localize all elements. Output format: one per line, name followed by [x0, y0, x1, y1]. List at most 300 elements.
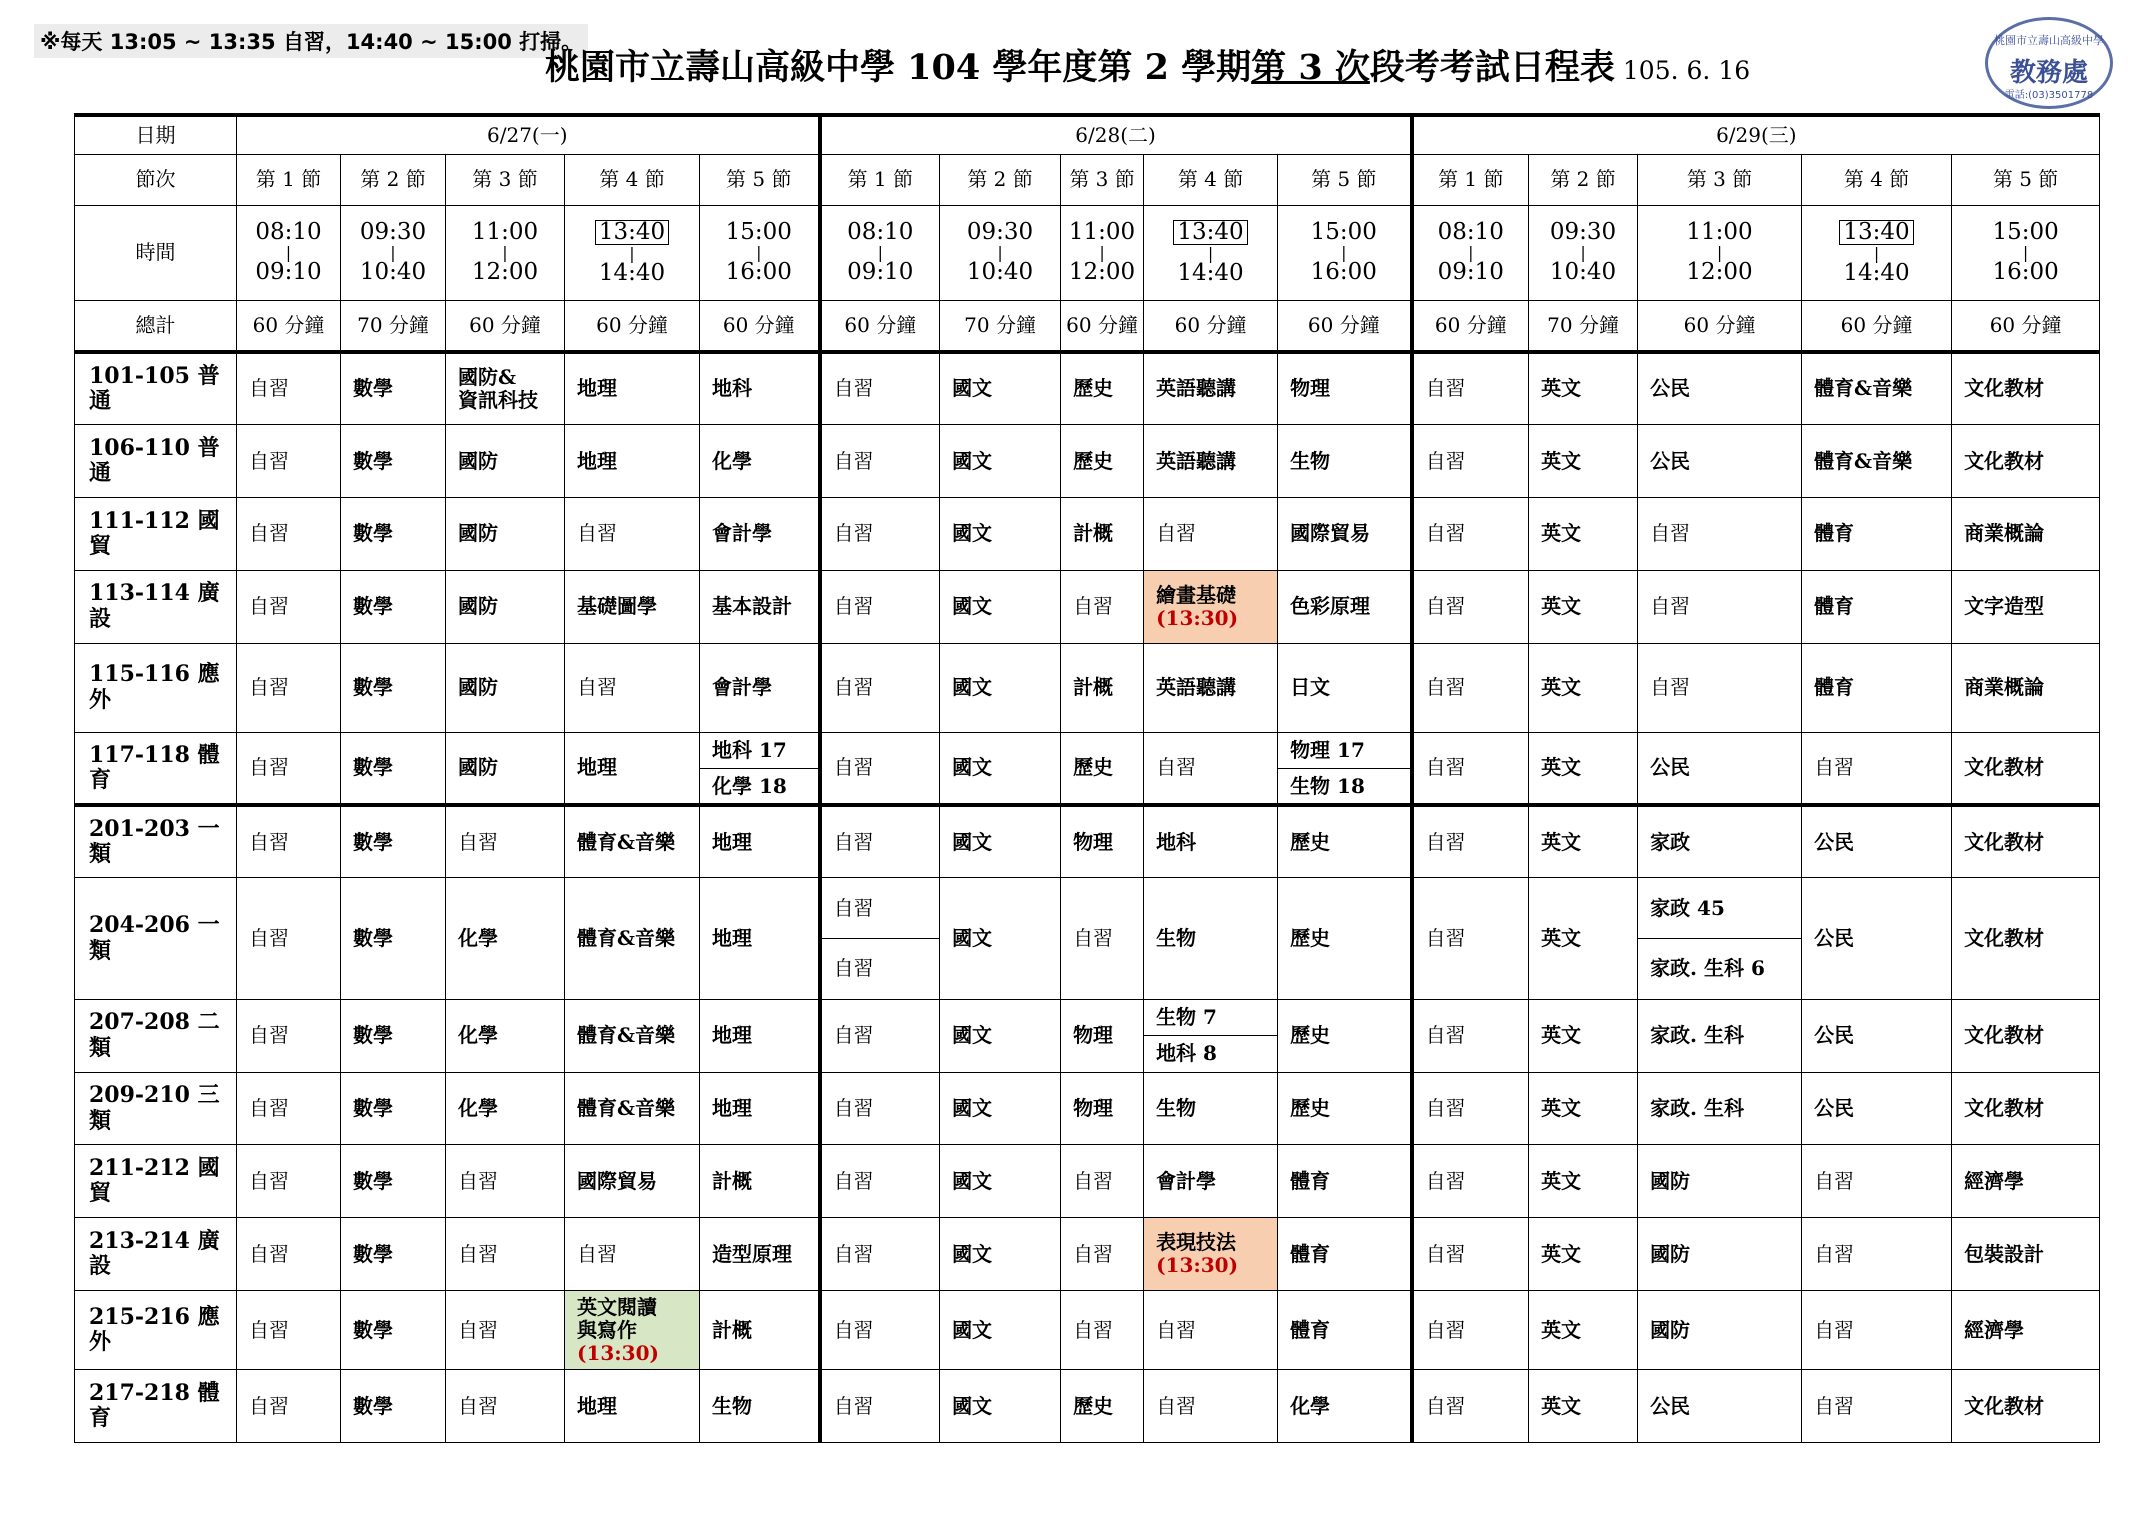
subject-text: 歷史 [1290, 829, 1331, 854]
subject-text: 體育 [1290, 1168, 1331, 1193]
subject-text: 會計學 [1156, 1168, 1217, 1193]
exam-cell [341, 497, 446, 570]
subject-text: 體育&音樂 [577, 1023, 676, 1048]
subject-text: 日文 [1290, 675, 1331, 700]
exam-cell [1638, 352, 1802, 425]
time-start: 11:00 [1068, 218, 1136, 245]
subject-text: 歷史 [1290, 1023, 1331, 1048]
exam-cell [1529, 999, 1638, 1072]
subject-text: 體育 [1814, 521, 1855, 546]
exam-cell [1278, 497, 1412, 570]
subject-text: 家政. 生科 [1650, 1023, 1744, 1048]
subject-text: 化學 [458, 926, 498, 951]
subject-text: 體育&音樂 [577, 829, 676, 854]
subject-text: 化學 [458, 1023, 498, 1048]
exam-cell [1412, 497, 1529, 570]
exam-cell [565, 878, 700, 999]
exam-cell [700, 352, 820, 425]
subject-text: 自習 [1814, 1241, 1855, 1266]
subject-text: 生物 [1156, 1096, 1197, 1120]
subject-text: 資訊科技 [458, 387, 538, 412]
subject-text: 文化教材 [1964, 829, 2045, 854]
subject-text: 自習 [249, 1241, 289, 1266]
subject-text: 公民 [1814, 1023, 1855, 1048]
exam-cell [700, 805, 820, 878]
exam-cell [565, 643, 700, 732]
exam-cell [1802, 643, 1952, 732]
subject-text: 自習 [577, 675, 617, 700]
subject-text: 國文 [952, 926, 993, 951]
time-start: 13:40 [595, 220, 669, 245]
exam-cell [820, 805, 940, 878]
subject-text: 英文閱讀 [577, 1294, 657, 1319]
exam-cell [1144, 878, 1278, 999]
exam-cell [237, 732, 341, 805]
time-separator: | [877, 242, 883, 262]
subject-text: 自習 [577, 1241, 617, 1266]
subject-text: 家政 [1650, 829, 1691, 854]
duration-cell: 60 分鐘 [700, 300, 820, 352]
exam-cell [700, 878, 820, 999]
exam-cell [820, 497, 940, 570]
time-cell [940, 205, 1061, 300]
subject-text: 自習 [1425, 1023, 1466, 1048]
subject-text: 生物 [712, 1393, 752, 1418]
subject-text: 化學 [712, 448, 752, 473]
subject-text: 自習 [1425, 448, 1466, 473]
time-cell [1278, 205, 1412, 300]
subject-text: 歷史 [1073, 376, 1114, 401]
time-cell [1802, 205, 1952, 300]
subject-text: 生物 [1290, 448, 1331, 473]
exam-cell [1144, 1218, 1278, 1291]
subject-text: 國防 [1650, 1317, 1691, 1342]
exam-cell [1529, 805, 1638, 878]
exam-cell [700, 1370, 820, 1443]
subject-text: 歷史 [1073, 448, 1114, 473]
subject-text: 計概 [1073, 675, 1114, 700]
subject-text: 英文 [1541, 448, 1582, 473]
subject-text: 公民 [1650, 1393, 1691, 1418]
exam-cell [1412, 643, 1529, 732]
exam-cell [940, 1370, 1061, 1443]
exam-cell [1952, 1218, 2100, 1291]
time-separator: | [756, 242, 762, 262]
subject-text: 國文 [952, 1393, 993, 1418]
subject-text: 文化教材 [1964, 376, 2045, 401]
time-start: 09:30 [966, 218, 1034, 245]
exam-cell [1952, 1072, 2100, 1145]
time-cell [565, 205, 700, 300]
subject-text: 自習 [833, 1023, 874, 1048]
time-start: 09:30 [1549, 218, 1617, 245]
exam-cell [1061, 878, 1144, 999]
exam-cell-bottom: 自習 [820, 939, 940, 1000]
subject-text: 地理 [712, 1096, 752, 1120]
subject-text: 自習 [1073, 1241, 1114, 1266]
subject-text: 自習 [249, 1023, 289, 1048]
exam-cell [446, 1145, 565, 1218]
subject-text: 自習 [1425, 675, 1466, 700]
exam-cell [341, 643, 446, 732]
period-header: 第 5 節 [1952, 154, 2100, 205]
exam-cell [1529, 425, 1638, 498]
exam-cell [446, 497, 565, 570]
exam-cell [1952, 999, 2100, 1072]
time-cell [1638, 205, 1802, 300]
time-separator: | [1873, 243, 1880, 263]
exam-cell [237, 497, 341, 570]
exam-cell [1802, 425, 1952, 498]
exam-cell [341, 425, 446, 498]
subject-text: 自習 [249, 376, 289, 401]
subject-text: 自習 [833, 448, 874, 473]
exam-cell [1278, 352, 1412, 425]
subject-text: 國防 [458, 448, 498, 473]
exam-cell-top: 家政 45 [1638, 878, 1802, 939]
subject-text: 英文 [1541, 1096, 1582, 1120]
subject-text: 會計學 [712, 521, 772, 546]
duration-cell: 60 分鐘 [1278, 300, 1412, 352]
exam-cell [1144, 497, 1278, 570]
subject-text: 自習 [249, 448, 289, 473]
subject-text: 自習 [249, 594, 289, 619]
exam-cell [1529, 1370, 1638, 1443]
exam-cell [1638, 1072, 1802, 1145]
exam-cell [1529, 570, 1638, 643]
time-cell [237, 205, 341, 300]
exam-cell-bottom: 家政. 生科 6 [1638, 939, 1802, 1000]
exam-cell [1638, 1291, 1802, 1370]
exam-cell [1412, 1370, 1529, 1443]
time-end: 12:00 [1068, 259, 1136, 286]
exam-cell [1061, 805, 1144, 878]
subject-text: 物理 [1073, 1023, 1114, 1048]
time-cell [446, 205, 565, 300]
exam-cell [940, 805, 1061, 878]
time-separator: | [1580, 242, 1586, 262]
time-end: 16:00 [1992, 259, 2059, 286]
subject-text: 地科 [1156, 829, 1197, 854]
exam-cell [1638, 1370, 1802, 1443]
duration-cell: 60 分鐘 [237, 300, 341, 352]
exam-cell [565, 732, 700, 805]
period-header: 第 1 節 [237, 154, 341, 205]
duration-cell: 60 分鐘 [1144, 300, 1278, 352]
subject-text: 家政. 生科 [1650, 1096, 1744, 1120]
subject-text: 造型原理 [712, 1241, 792, 1266]
exam-cell [1802, 1145, 1952, 1218]
subject-text: 文化教材 [1964, 1096, 2045, 1120]
subject-text: 自習 [1425, 755, 1466, 780]
subject-text: 自習 [1156, 1393, 1197, 1418]
subject-text: 自習 [1156, 1317, 1197, 1342]
time-end: 14:40 [598, 260, 666, 287]
class-label: 217-218 體育 [75, 1370, 237, 1443]
exam-cell [1529, 643, 1638, 732]
period-header: 第 3 節 [446, 154, 565, 205]
subject-text: 國防 [1650, 1241, 1691, 1266]
subject-text: 國文 [952, 521, 993, 546]
exam-cell [1802, 352, 1952, 425]
period-header: 第 1 節 [1412, 154, 1529, 205]
exam-cell [446, 878, 565, 999]
exam-cell [1802, 805, 1952, 878]
subject-text: 國際貿易 [577, 1168, 657, 1193]
exam-cell [565, 497, 700, 570]
subject-text: 自習 [249, 755, 289, 780]
time-start: 08:10 [255, 218, 322, 245]
subject-text: 體育&音樂 [1814, 448, 1913, 473]
exam-cell [820, 1145, 940, 1218]
exam-cell [940, 999, 1061, 1072]
subject-text: 自習 [833, 1168, 874, 1193]
class-label: 204-206 一類 [75, 878, 237, 999]
time-end: 12:00 [1686, 259, 1753, 286]
subject-text: 自習 [1814, 1317, 1855, 1342]
subject-text: (13:30) [1156, 605, 1239, 630]
exam-cell-top: 自習 [820, 878, 940, 939]
exam-cell [237, 1145, 341, 1218]
period-header: 第 3 節 [1061, 154, 1144, 205]
exam-cell [1278, 1291, 1412, 1370]
exam-cell [237, 425, 341, 498]
time-separator: | [2022, 242, 2029, 262]
subject-text: 文化教材 [1964, 448, 2045, 473]
period-header: 第 1 節 [820, 154, 940, 205]
subject-text: 自習 [1814, 1168, 1855, 1193]
exam-cell [341, 878, 446, 999]
subject-text: 國文 [952, 1241, 993, 1266]
subject-text: 與寫作 [577, 1317, 637, 1342]
time-cell [700, 205, 820, 300]
subject-text: 數學 [353, 521, 393, 546]
exam-cell [237, 805, 341, 878]
subject-text: 自習 [1814, 755, 1855, 780]
subject-text: 商業概論 [1964, 521, 2045, 546]
exam-cell-top: 生物 7 [1144, 999, 1278, 1035]
exam-cell [1802, 1072, 1952, 1145]
subject-text: 數學 [353, 1241, 393, 1266]
exam-cell [446, 999, 565, 1072]
time-start: 08:10 [1437, 218, 1504, 245]
subject-text: 數學 [353, 926, 393, 951]
subject-text: 基礎圖學 [577, 594, 657, 619]
exam-cell [1638, 805, 1802, 878]
subject-text: 自習 [1073, 594, 1114, 619]
subject-text: 文化教材 [1964, 1393, 2045, 1418]
exam-cell [1278, 999, 1412, 1072]
subject-text: 國文 [952, 1317, 993, 1342]
subject-text: 自習 [833, 755, 874, 780]
subject-text: 公民 [1814, 926, 1855, 951]
exam-cell [1144, 425, 1278, 498]
period-header: 第 4 節 [1144, 154, 1278, 205]
office-seal: 桃園市立壽山高級中學 教務處 電話:(03)3501778 [1985, 17, 2113, 109]
period-header: 第 5 節 [700, 154, 820, 205]
time-separator: | [1468, 242, 1474, 262]
exam-cell [1952, 732, 2100, 805]
exam-cell [565, 1145, 700, 1218]
subject-text: 自習 [1650, 521, 1691, 546]
subject-text: 英文 [1541, 829, 1582, 854]
subject-text: 自習 [1425, 1096, 1466, 1120]
subject-text: 數學 [353, 1168, 393, 1193]
class-label: 115-116 應外 [75, 643, 237, 732]
exam-cell [341, 1072, 446, 1145]
exam-cell [1529, 878, 1638, 999]
exam-cell [1144, 1072, 1278, 1145]
time-separator: | [502, 242, 508, 262]
exam-cell [1144, 570, 1278, 643]
time-separator: | [1716, 242, 1723, 262]
subject-text: 公民 [1650, 376, 1691, 401]
subject-text: 物理 [1290, 376, 1331, 401]
subject-text: 自習 [1073, 926, 1114, 951]
class-label: 111-112 國貿 [75, 497, 237, 570]
exam-cell [446, 425, 565, 498]
label-total: 總計 [75, 300, 237, 352]
exam-cell [700, 1291, 820, 1370]
exam-cell [341, 732, 446, 805]
exam-cell [1061, 497, 1144, 570]
exam-cell [565, 425, 700, 498]
duration-cell: 60 分鐘 [1638, 300, 1802, 352]
duration-cell: 60 分鐘 [1802, 300, 1952, 352]
subject-text: 自習 [833, 376, 874, 401]
exam-cell [565, 570, 700, 643]
exam-cell [1952, 570, 2100, 643]
exam-cell [1144, 352, 1278, 425]
exam-cell-bottom: 生物 18 [1278, 769, 1412, 805]
subject-text: 自習 [249, 1393, 289, 1418]
exam-cell [237, 878, 341, 999]
exam-cell [1952, 1291, 2100, 1370]
subject-text: 數學 [353, 376, 393, 401]
subject-text: 自習 [1073, 1317, 1114, 1342]
subject-text: 自習 [1073, 1168, 1114, 1193]
exam-cell [1144, 643, 1278, 732]
day-header: 6/28(二) [820, 115, 1412, 154]
exam-cell [1061, 1072, 1144, 1145]
subject-text: 文化教材 [1964, 926, 2045, 951]
exam-cell [446, 1218, 565, 1291]
day-header: 6/29(三) [1412, 115, 2100, 154]
time-end: 16:00 [725, 259, 792, 286]
subject-text: 歷史 [1073, 755, 1114, 780]
subject-text: 公民 [1650, 448, 1691, 473]
class-label: 209-210 三類 [75, 1072, 237, 1145]
class-label: 215-216 應外 [75, 1291, 237, 1370]
exam-cell-top: 物理 17 [1278, 732, 1412, 768]
subject-text: 英語聽講 [1156, 675, 1237, 700]
subject-text: 英語聽講 [1156, 376, 1237, 401]
subject-text: 英文 [1541, 926, 1582, 951]
exam-cell [1638, 732, 1802, 805]
exam-cell [1638, 643, 1802, 732]
exam-cell [1278, 1145, 1412, 1218]
period-header: 第 3 節 [1638, 154, 1802, 205]
exam-cell [1144, 1370, 1278, 1443]
exam-cell [1802, 999, 1952, 1072]
subject-text: 英文 [1541, 1393, 1582, 1418]
label-time: 時間 [75, 205, 237, 300]
time-separator: | [285, 242, 292, 262]
time-end: 14:40 [1843, 260, 1910, 287]
exam-cell [446, 732, 565, 805]
subject-text: 體育 [1814, 675, 1855, 700]
subject-text: 經濟學 [1964, 1168, 2025, 1193]
time-separator: | [1207, 243, 1214, 263]
subject-text: 英文 [1541, 521, 1582, 546]
subject-text: 地理 [577, 755, 617, 780]
exam-cell [1061, 732, 1144, 805]
subject-text: 自習 [1425, 1168, 1466, 1193]
time-separator: | [390, 242, 396, 262]
subject-text: 體育&音樂 [577, 926, 676, 951]
subject-text: 國防 [458, 594, 498, 619]
exam-cell [700, 497, 820, 570]
subject-text: 自習 [458, 829, 498, 854]
subject-text: 自習 [249, 675, 289, 700]
exam-cell [1952, 1370, 2100, 1443]
day-header: 6/27(一) [237, 115, 820, 154]
exam-cell [446, 643, 565, 732]
subject-text: 自習 [1650, 675, 1691, 700]
subject-text: 基本設計 [712, 594, 792, 619]
exam-cell [341, 1218, 446, 1291]
duration-cell: 70 分鐘 [341, 300, 446, 352]
exam-cell [1412, 425, 1529, 498]
subject-text: 數學 [353, 829, 393, 854]
time-start: 15:00 [1310, 218, 1377, 245]
subject-text: 包裝設計 [1964, 1241, 2045, 1266]
class-label: 106-110 普通 [75, 425, 237, 498]
subject-text: 數學 [353, 1317, 393, 1342]
duration-cell: 60 分鐘 [1952, 300, 2100, 352]
class-label: 113-114 廣設 [75, 570, 237, 643]
time-separator: | [997, 242, 1003, 262]
duration-cell: 70 分鐘 [940, 300, 1061, 352]
exam-cell-top: 地科 17 [700, 732, 820, 768]
exam-cell [1412, 732, 1529, 805]
duration-cell: 70 分鐘 [1529, 300, 1638, 352]
subject-text: 生物 [1156, 926, 1197, 951]
exam-cell [700, 1145, 820, 1218]
subject-text: 國文 [952, 376, 993, 401]
subject-text: 自習 [249, 1096, 289, 1120]
subject-text: 數學 [353, 1096, 393, 1120]
subject-text: 自習 [1156, 521, 1197, 546]
exam-cell [1061, 1370, 1144, 1443]
subject-text: 自習 [833, 521, 874, 546]
subject-text: 自習 [833, 1317, 874, 1342]
exam-cell [565, 1072, 700, 1145]
subject-text: 國文 [952, 594, 993, 619]
exam-cell [700, 999, 820, 1072]
exam-cell [1529, 732, 1638, 805]
time-end: 09:10 [847, 259, 914, 286]
exam-cell [341, 805, 446, 878]
exam-cell [446, 805, 565, 878]
exam-cell [1412, 352, 1529, 425]
subject-text: 國文 [952, 1168, 993, 1193]
exam-cell [446, 570, 565, 643]
subject-text: (13:30) [1156, 1253, 1239, 1278]
subject-text: 經濟學 [1964, 1317, 2025, 1342]
exam-cell [940, 497, 1061, 570]
subject-text: 英文 [1541, 1317, 1582, 1342]
